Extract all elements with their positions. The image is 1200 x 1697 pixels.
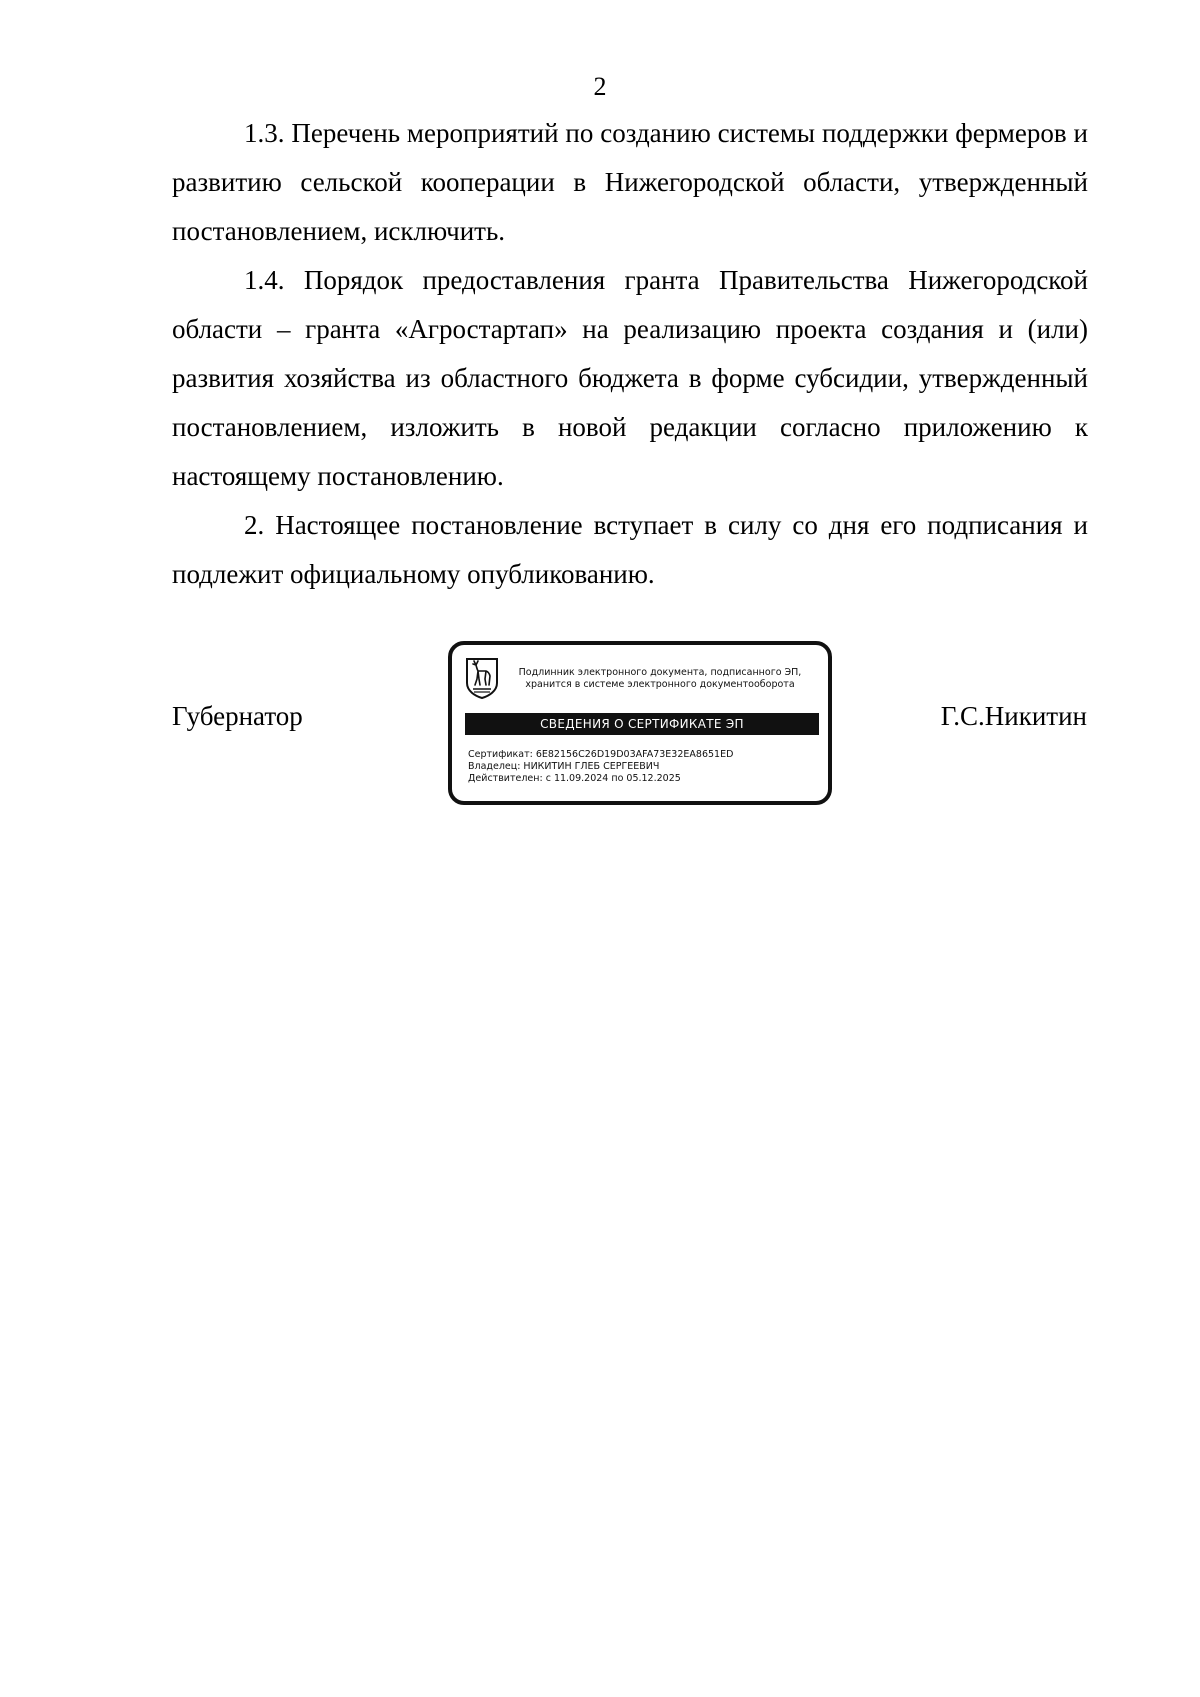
signer-name: Г.С.Никитин [940,701,1087,731]
page-number: 2 [593,72,607,101]
stamp-note [502,667,818,691]
paragraph-1-3: 1.3. Перечень мероприятий по созданию системы поддержки фермеров и развитию сельской кооперации в Нижегородской области, утвержденный постановлением, исключить. [172,118,1088,246]
certificate-validity: Действителен: с 11.09.2024 по 05.12.2025 [468,773,681,784]
certificate-details [468,749,733,785]
stamp-note-line-2: хранится в системе электронного документооборота [525,679,795,690]
document-body [172,109,1088,599]
signature-block [0,641,1200,805]
electronic-signature-stamp [448,641,832,805]
certificate-number: Сертификат: 6E82156C26D19D03AFA73E32EA8651ED [468,749,734,760]
paragraph-2: 2. Настоящее постановление вступает в силу со дня его подписания и подлежит официальному опубликованию. [172,510,1088,589]
certificate-info-header: СВЕДЕНИЯ О СЕРТИФИКАТЕ ЭП [465,713,819,735]
paragraph-1-4: 1.4. Порядок предоставления гранта Правительства Нижегородской области – гранта «Агростартап» на реализацию проекта создания и (или) развития хозяйства из областного бюджета в форме субсидии, утвержденный постановлением, изложить в новой редакции согласно приложению к настоящему постановлению. [172,265,1088,491]
signer-position: Губернатор [172,701,303,731]
deer-emblem-icon [465,657,499,699]
certificate-owner: Владелец: НИКИТИН ГЛЕБ СЕРГЕЕВИЧ [468,761,660,772]
stamp-note-line-1: Подлинник электронного документа, подписанного ЭП, [518,667,802,678]
